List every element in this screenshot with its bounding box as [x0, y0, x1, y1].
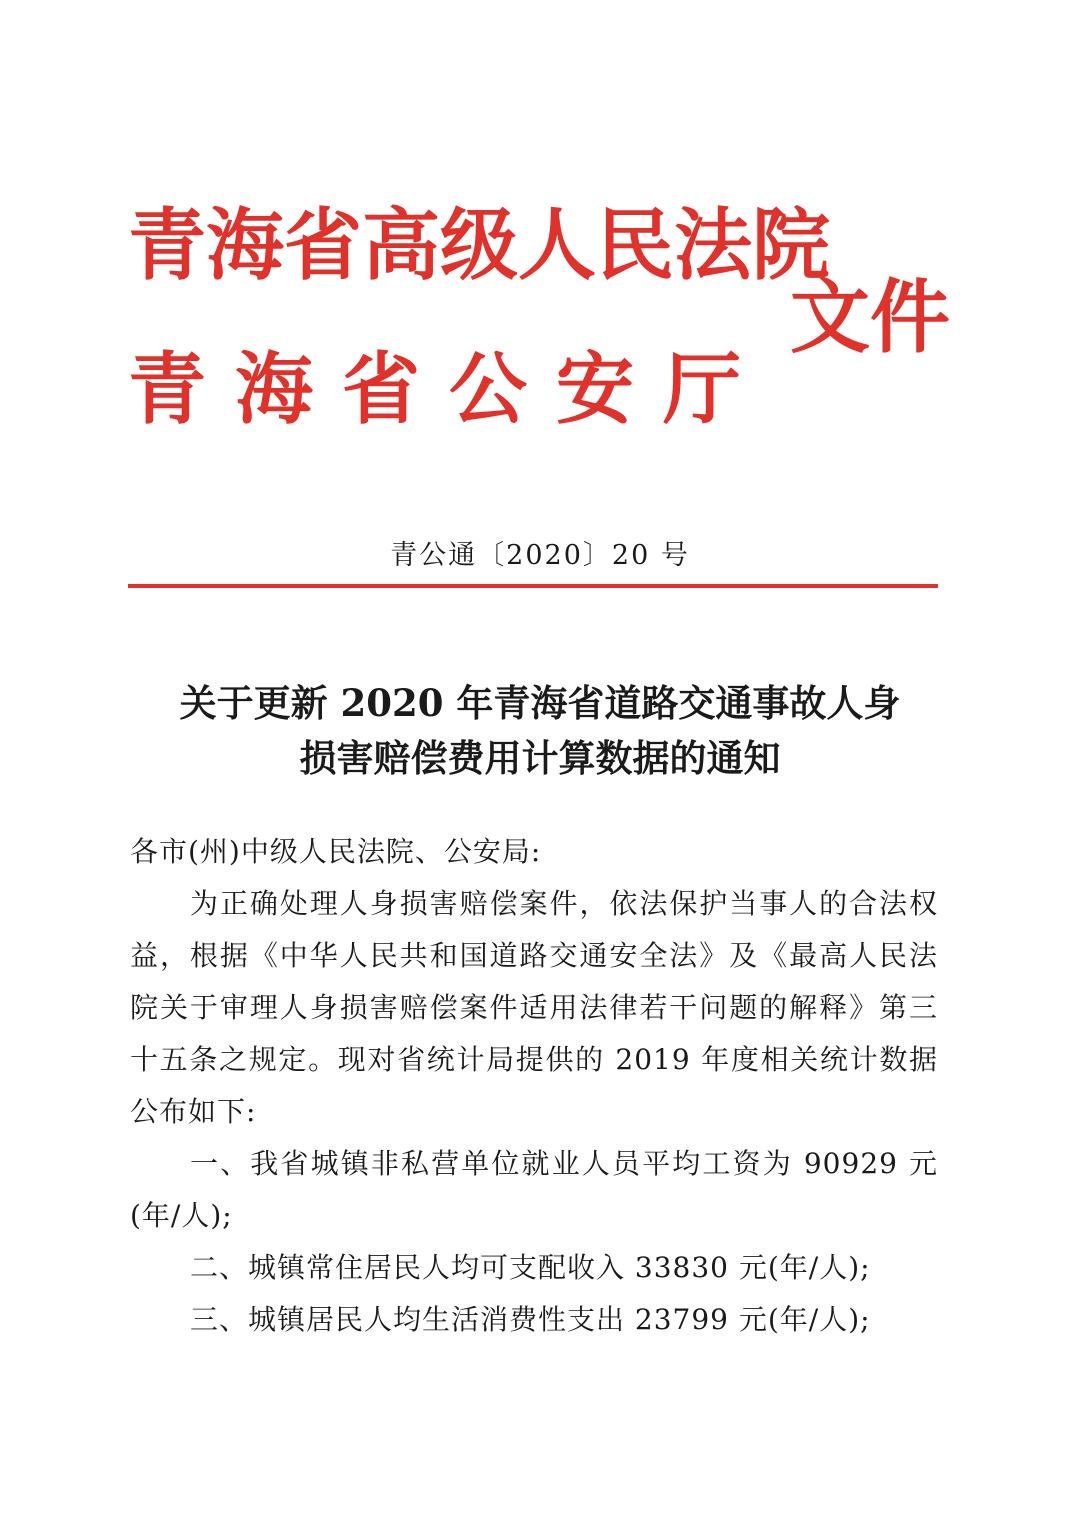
issuer-police-department: 青海省公安厅: [128, 345, 771, 435]
issuer-court: 青海省高级人民法院: [128, 201, 831, 291]
item-disposable-income: 二、城镇常住居民人均可支配收入 33830 元(年/人);: [190, 1251, 871, 1284]
item-average-wage: 一、我省城镇非私营单位就业人员平均工资为 90929 元(年/人);: [130, 1147, 938, 1232]
notice-title: [0, 676, 1080, 786]
item-consumption-expenditure: 三、城镇居民人均生活消费性支出 23799 元(年/人);: [190, 1303, 871, 1336]
red-divider-line: [128, 584, 938, 588]
notice-title-line-2: 损害赔偿费用计算数据的通知: [299, 736, 781, 780]
salutation: 各市(州)中级人民法院、公安局:: [130, 835, 542, 868]
document-type-label: 文件: [790, 271, 950, 364]
notice-body: [130, 826, 938, 1346]
document-header: [0, 0, 1080, 600]
notice-title-line-1: 关于更新 2020 年青海省道路交通事故人身: [179, 681, 901, 725]
document-number: 青公通〔2020〕20 号: [390, 540, 690, 571]
paragraph-basis: 为正确处理人身损害赔偿案件，依法保护当事人的合法权益，根据《中华人民共和国道路交通安全法》及《最高人民法院关于审理人身损害赔偿案件适用法律若干问题的解释》第三十五条之规定。现对省统计局提供的 2019 年度相关统计数据公布如下:: [130, 887, 938, 1128]
